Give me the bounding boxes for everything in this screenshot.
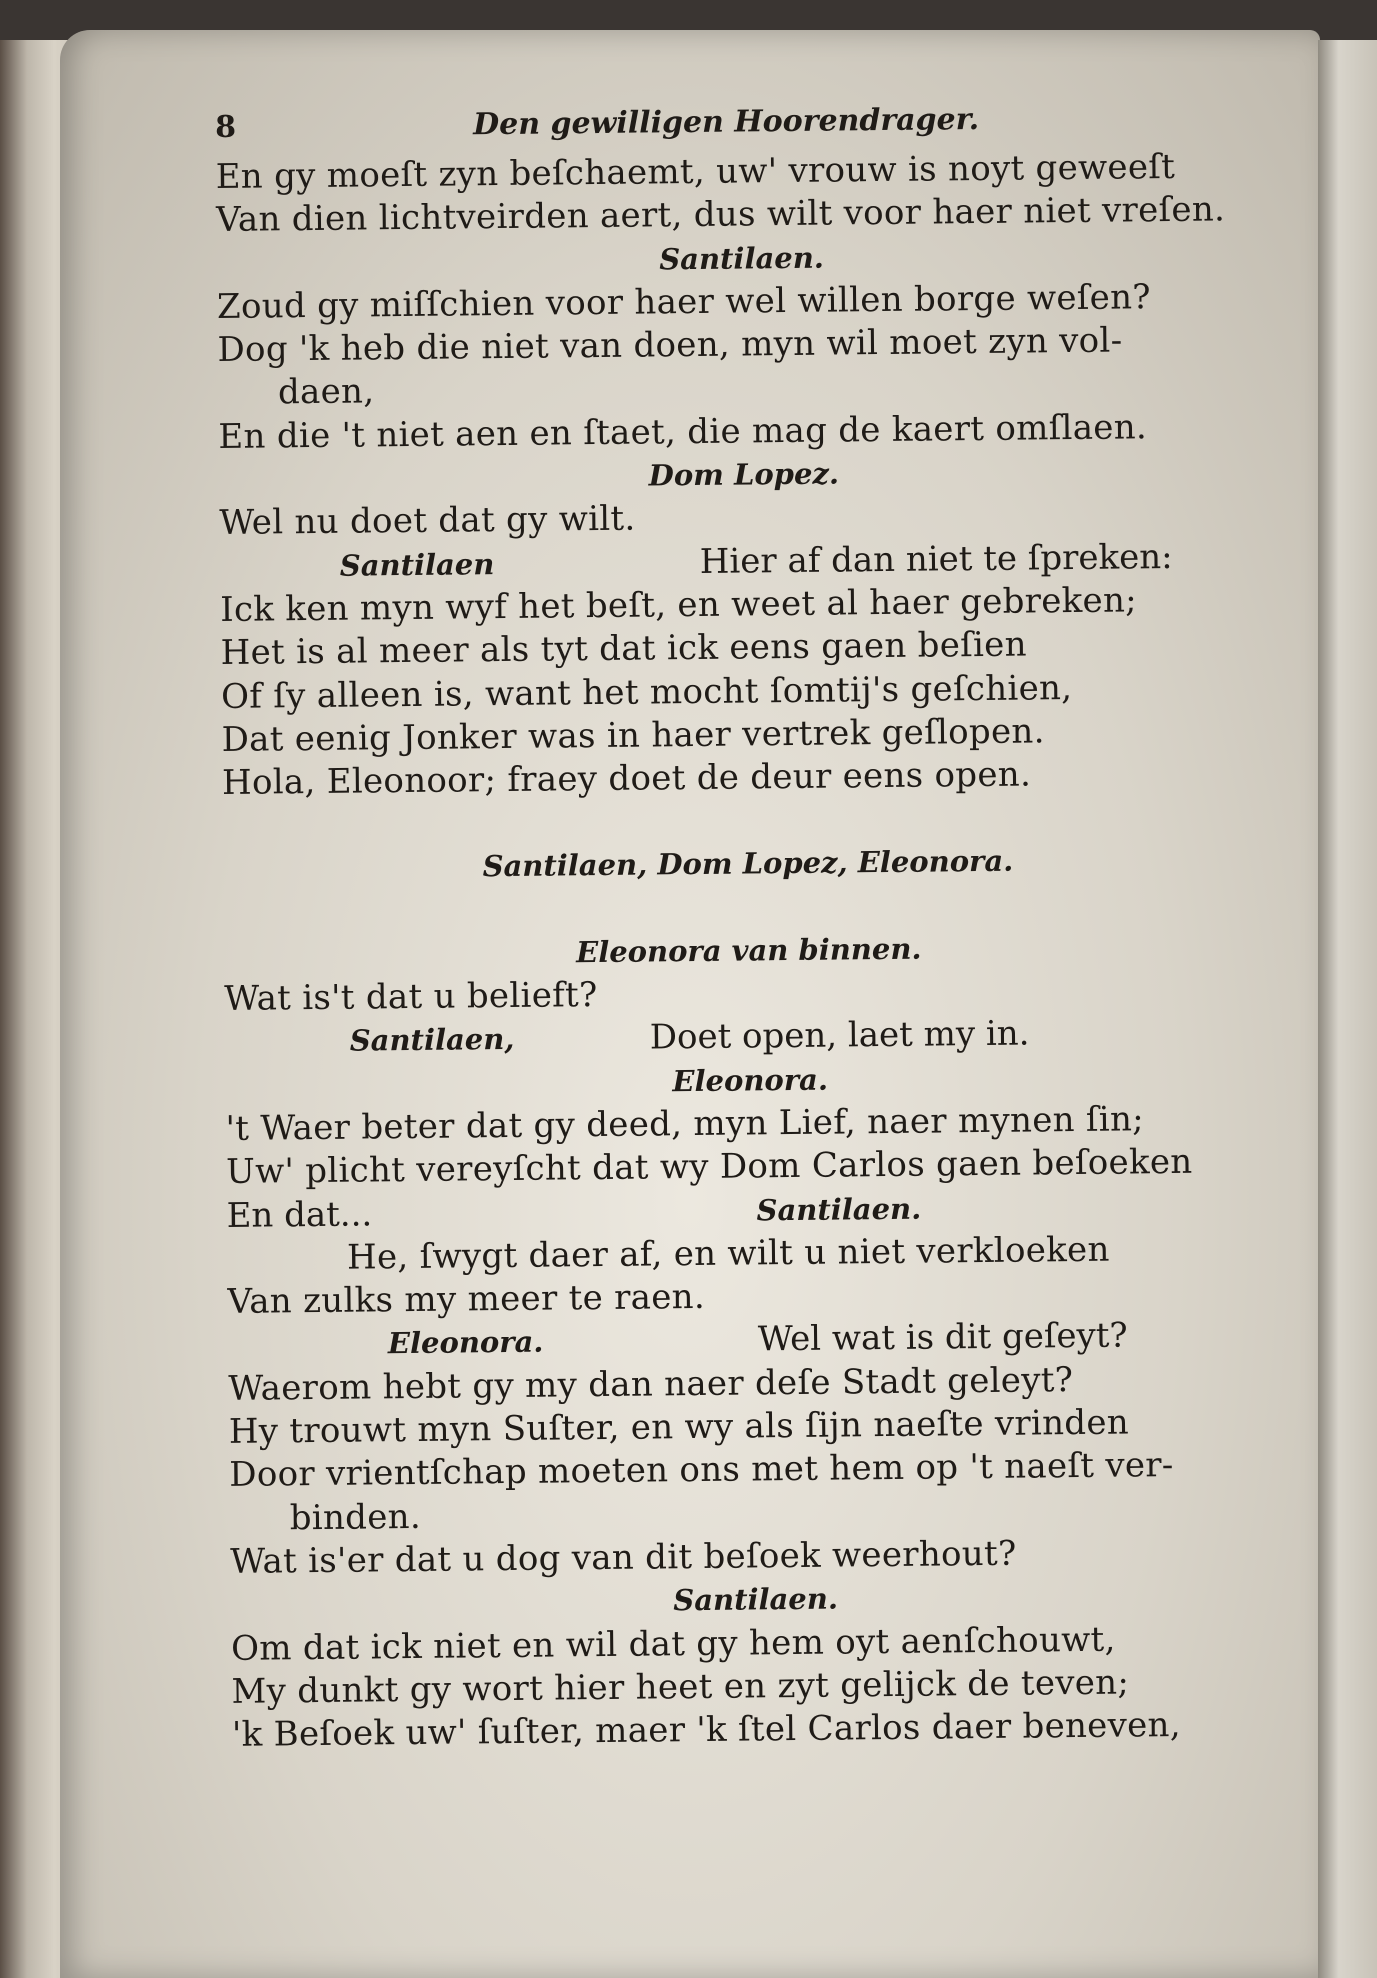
verse-line: Hy trouwt myn Suſter, en wy als ſijn naeſte vrinden <box>228 1402 1130 1452</box>
speaker-name: Santilaen, <box>349 1022 515 1058</box>
verse-line: Of ſy alleen is, want het mocht ſomtij's geſchien, <box>220 667 1073 717</box>
verse-text: Hier af dan niet te ſpreken: <box>699 536 1173 582</box>
verse-line: Dat eenig Jonker was in haer vertrek geſlopen. <box>221 711 1045 760</box>
verse-line: Het is al meer als tyt dat ick eens gaen beſien <box>220 624 1028 674</box>
verse-line: Hola, Eleonoor; fraey doet de deur eens open. <box>221 754 1032 804</box>
speaker-name: Santilaen. <box>756 1191 922 1227</box>
verse-line: 't Waer beter dat gy deed, myn Lief, naer mynen ſin; <box>225 1099 1145 1149</box>
verse-line: 'k Beſoek uw' ſuſter, maer 'k ſtel Carlos daer beneven, <box>231 1705 1182 1756</box>
verse-line: Van zulks my meer te raen. <box>227 1277 706 1323</box>
verse-line: Wat is't dat u belieft? <box>224 975 598 1019</box>
page-text <box>215 99 1282 1757</box>
speaker-name: Eleonora van binnen. <box>575 931 922 970</box>
book-right-page-edge <box>1318 40 1377 1978</box>
verse-text: En dat... <box>226 1193 373 1236</box>
verse-line: Om dat ick niet en wil dat gy hem oyt aenſchouwt, <box>230 1619 1116 1669</box>
verse-line: My dunkt gy wort hier heet en zyt gelijck de teven; <box>231 1662 1130 1712</box>
verse-line: Van dien lichtveirden aert, dus wilt voor haer niet vreſen. <box>215 189 1226 241</box>
verse-text: Wel wat is dit geſeyt? <box>757 1315 1128 1360</box>
page-number: 8 <box>215 109 237 145</box>
speaker-name: Santilaen <box>339 546 495 583</box>
verse-line: En gy moeſt zyn beſchaemt, uw' vrouw is noyt geweeſt <box>215 146 1176 197</box>
verse-line: He, ſwygt daer af, en wilt u niet verkloeken <box>346 1229 1110 1278</box>
speaker-name: Eleonora. <box>387 1325 544 1361</box>
verse-line: Dog 'k heb die niet van doen, myn wil moet zyn vol- <box>217 320 1123 371</box>
verse-line: Wat is'er dat u dog van dit beſoek weerhout? <box>229 1533 1017 1582</box>
speaker-name: Santilaen. <box>659 240 825 276</box>
verse-line: En die 't niet aen en ſtaet, die mag de kaert omſlaen. <box>218 407 1148 457</box>
verse-line: Wel nu doet dat gy wilt. <box>219 498 636 544</box>
speaker-name: Eleonora. <box>672 1062 829 1098</box>
speaker-name: Santilaen. <box>673 1581 839 1618</box>
verse-line-continuation: daen, <box>277 371 375 413</box>
speaker-name: Dom Lopez. <box>648 456 840 493</box>
scene-heading: Santilaen, Dom Lopez, Eleonora. <box>482 844 1014 884</box>
verse-line: Ick ken myn wyf het beſt, en weet al haer gebreken; <box>220 580 1138 630</box>
verse-line: Zoud gy miſſchien voor haer wel willen borge weſen? <box>216 277 1152 327</box>
running-title: Den gewilligen Hoorendrager. <box>472 101 980 143</box>
verse-line-continuation: binden. <box>289 1496 422 1538</box>
verse-line: Waerom hebt gy my dan naer deſe Stadt geleyt? <box>228 1359 1074 1409</box>
verse-text: Doet open, laet my in. <box>649 1013 1030 1058</box>
verse-line: Door vrientſchap moeten ons met hem op 't naeſt ver- <box>229 1445 1174 1496</box>
verse-line: Uw' plicht vereyſcht dat wy Dom Carlos gaen beſoeken <box>225 1142 1193 1193</box>
